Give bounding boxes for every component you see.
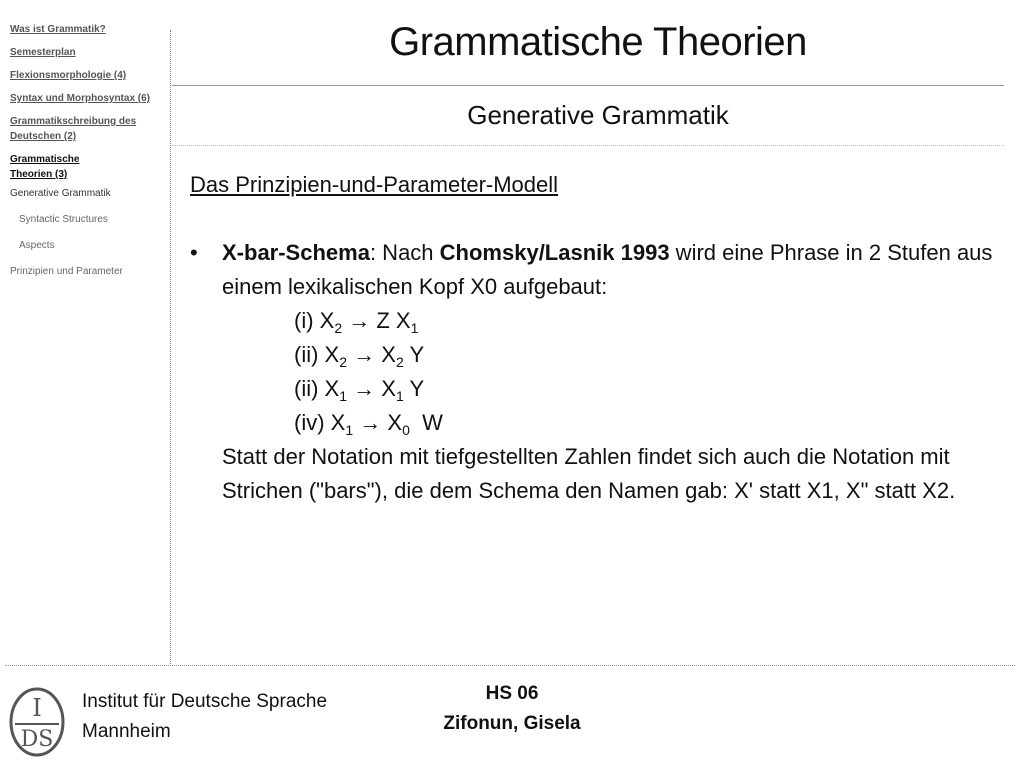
course-code: HS 06: [485, 683, 539, 704]
nav-link-syntax-morphosyntax[interactable]: Syntax und Morphosyntax (6): [10, 93, 151, 104]
rule-lhs-sub: 1: [345, 422, 354, 438]
bullet-note: Statt der Notation mit tiefgestellten Zahlen findet sich auch die Notation mit Strichen ("bars"), die dem Schema den Namen gab: X' statt X1, X" statt X2.: [222, 444, 956, 503]
lecturer-name: Zifonun, Gisela: [443, 713, 581, 734]
nav-link-aspects[interactable]: Aspects: [19, 240, 55, 251]
arrow-icon: →: [353, 342, 376, 367]
nav-link-syntactic-structures[interactable]: Syntactic Structures: [19, 214, 108, 225]
bullet-paragraph: [190, 236, 1010, 304]
rule-line-1: [190, 304, 1010, 338]
nav-link-grammatische-theorien[interactable]: [10, 152, 162, 182]
rule-rhs: X: [387, 410, 403, 435]
rule-lhs-sub: 2: [339, 354, 348, 370]
rule-rhs-sub: 0: [402, 422, 410, 438]
bullet-reference: Chomsky/Lasnik 1993: [439, 240, 670, 265]
rule-rhs-sub: 2: [395, 354, 404, 370]
bullet-text: wird eine Phrase in 2 Stufen aus einem lexikalischen Kopf X0 aufgebaut:: [222, 240, 993, 299]
subtitle-divider: [172, 145, 1004, 146]
rule-rhs: X: [381, 376, 396, 401]
title-divider: [172, 85, 1004, 86]
svg-text:I: I: [32, 694, 42, 722]
rule-rhs-sub: 1: [395, 388, 404, 404]
bullet-content: [190, 236, 1010, 508]
nav-link-grammatikschreibung-line1: Grammatikschreibung des: [10, 116, 137, 127]
footer-divider: [5, 665, 1015, 666]
nav-current-line1: Grammatische: [10, 154, 80, 165]
rule-rhs: X: [381, 342, 396, 367]
rule-label: (i) X: [294, 308, 335, 333]
rule-label: (ii) X: [294, 342, 340, 367]
nav-link-prinzipien-parameter[interactable]: Prinzipien und Parameter: [10, 266, 123, 277]
nav-current-line2: Theorien (3): [10, 169, 68, 180]
sidebar-nav: [10, 22, 162, 290]
rule-rhs: Z X: [376, 308, 411, 333]
nav-link-semesterplan[interactable]: Semesterplan: [10, 47, 76, 58]
rule-line-3: [190, 372, 1010, 406]
nav-link-grammatikschreibung[interactable]: [10, 114, 162, 144]
institute-city: Mannheim: [82, 721, 171, 742]
arrow-icon: →: [348, 308, 371, 333]
ids-logo: [8, 686, 66, 758]
arrow-icon: →: [353, 376, 376, 401]
sidebar-divider: [170, 30, 171, 666]
rule-lhs-sub: 1: [339, 388, 348, 404]
slide-title: Grammatische Theorien: [389, 20, 807, 64]
arrow-icon: →: [359, 410, 382, 435]
nav-link-grammatikschreibung-line2: Deutschen (2): [10, 131, 77, 142]
footer-institute: [82, 687, 327, 747]
svg-text:DS: DS: [20, 727, 54, 752]
bullet-term: X-bar-Schema: [222, 240, 370, 265]
rule-rhs-tail: Y: [409, 342, 425, 367]
rule-line-2: [190, 338, 1010, 372]
nav-link-was-ist-grammatik[interactable]: Was ist Grammatik?: [10, 24, 106, 35]
section-title: Das Prinzipien-und-Parameter-Modell: [190, 172, 559, 197]
rule-label: (ii) X: [294, 376, 340, 401]
institute-name: Institut für Deutsche Sprache: [82, 691, 328, 712]
slide-subtitle: Generative Grammatik: [467, 100, 729, 130]
rule-line-4: [190, 406, 1010, 440]
bullet-marker: •: [190, 240, 198, 265]
rule-rhs-tail: W: [422, 410, 443, 435]
rule-lhs-sub: 2: [334, 320, 343, 336]
nav-link-flexionsmorphologie[interactable]: Flexionsmorphologie (4): [10, 70, 127, 81]
rule-label: (iv) X: [294, 410, 346, 435]
footer-course: [400, 679, 624, 739]
nav-link-generative-grammatik[interactable]: Generative Grammatik: [10, 188, 111, 199]
rule-rhs-sub: 1: [410, 320, 419, 336]
bullet-colon-text: : Nach: [369, 240, 440, 265]
rule-rhs-tail: Y: [409, 376, 425, 401]
